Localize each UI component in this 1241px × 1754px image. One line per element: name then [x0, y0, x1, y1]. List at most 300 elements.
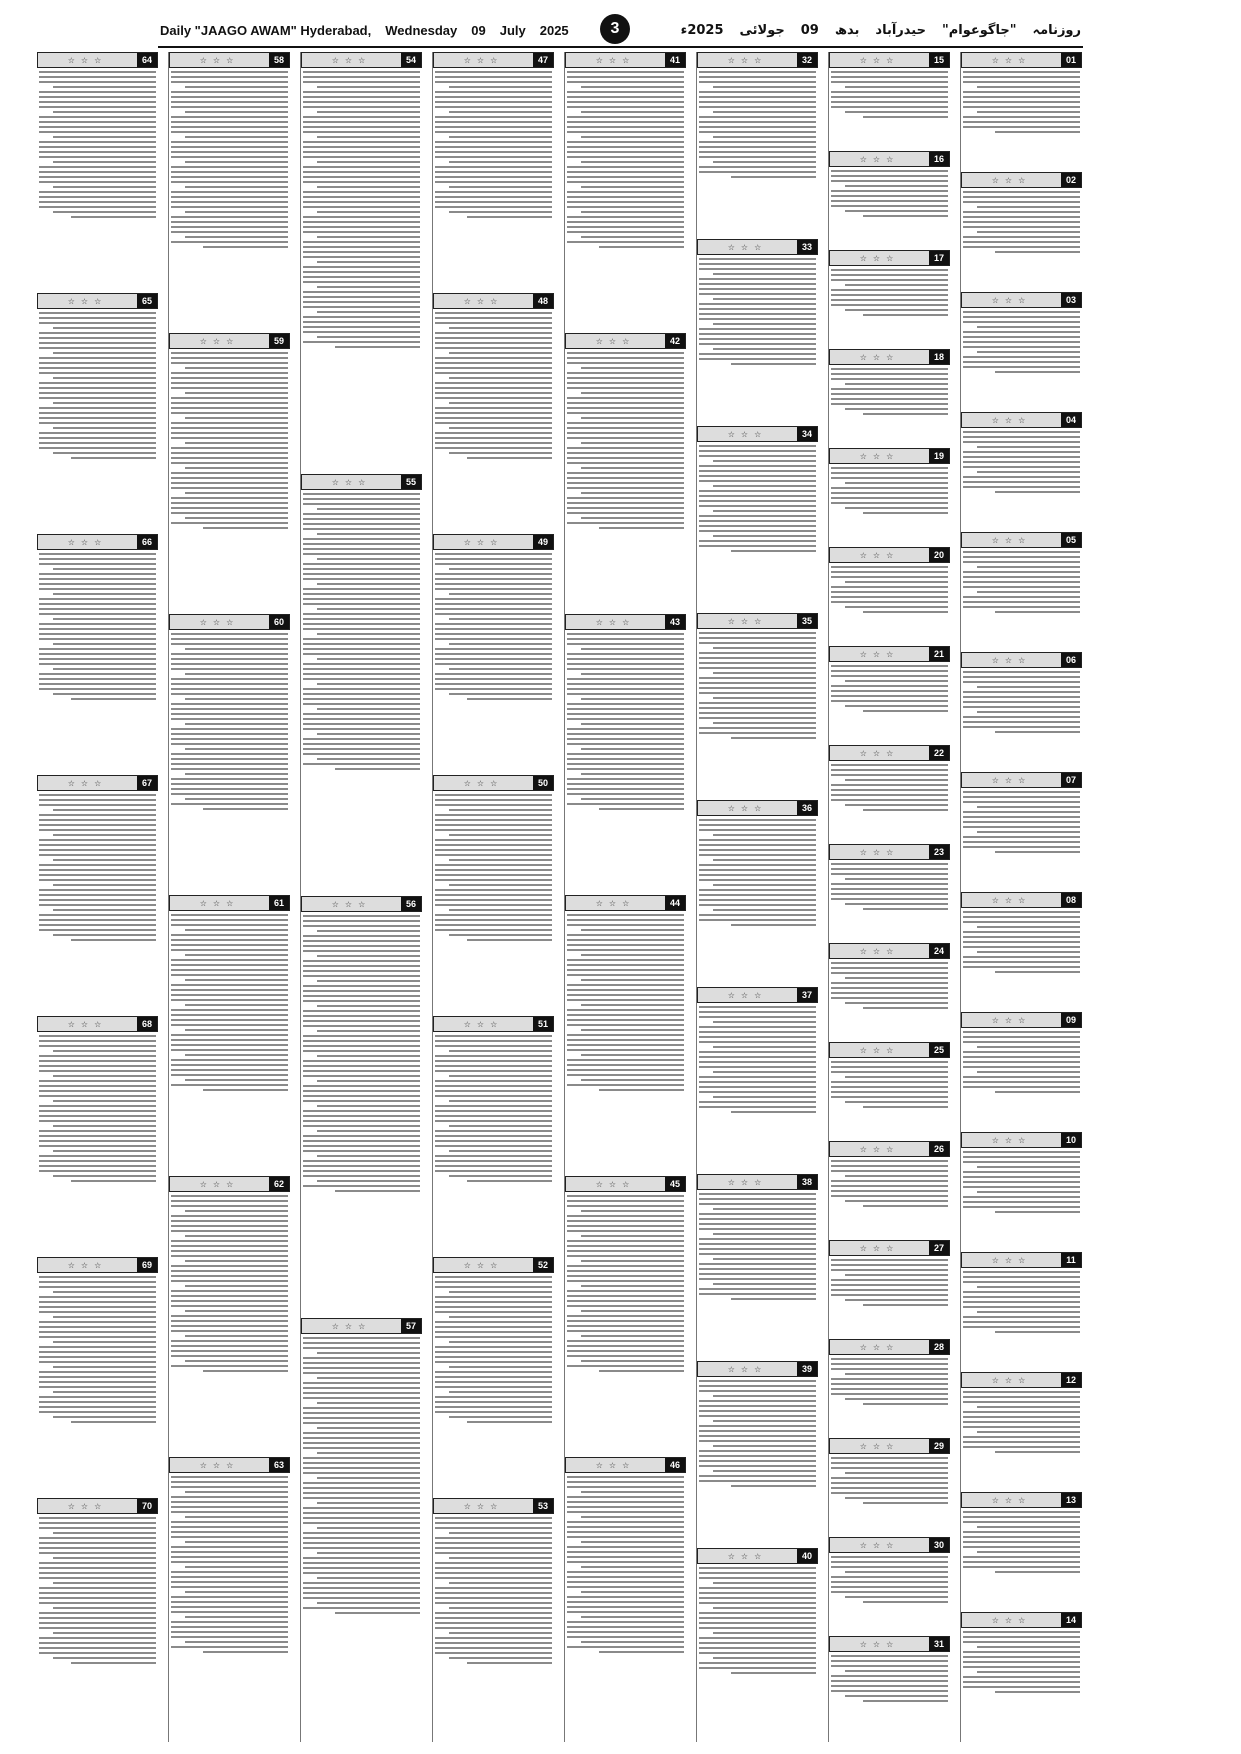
text-line: [977, 326, 1080, 328]
text-line: [963, 966, 1080, 968]
text-line: [171, 176, 288, 178]
text-line: [699, 844, 816, 846]
text-line: [449, 1291, 552, 1293]
text-line: [317, 1080, 420, 1082]
text-line: [303, 146, 420, 148]
text-line: [995, 971, 1080, 973]
text-line: [699, 1415, 816, 1417]
text-line: [963, 1051, 1080, 1053]
text-line: [831, 690, 948, 692]
text-line: [567, 643, 684, 645]
text-line: [963, 801, 1080, 803]
news-item: [433, 1016, 554, 1249]
text-line: [435, 1286, 552, 1288]
text-line: [567, 718, 684, 720]
text-line: [39, 432, 156, 434]
text-line: [699, 126, 816, 128]
text-line: [567, 171, 684, 173]
text-line: [731, 1111, 816, 1113]
text-line: [171, 1034, 288, 1036]
text-line: [831, 586, 948, 588]
text-line: [567, 352, 684, 354]
text-line: [185, 86, 288, 88]
text-line: [303, 1045, 420, 1047]
text-line: [435, 874, 552, 876]
news-item-number: 19: [929, 449, 949, 463]
text-line: [713, 1258, 816, 1260]
star-divider-icon: ☆☆☆: [991, 775, 1032, 785]
star-divider-icon: ☆☆☆: [727, 1364, 768, 1374]
text-line: [435, 814, 552, 816]
text-line: [977, 446, 1080, 448]
text-line: [699, 1253, 816, 1255]
text-line: [977, 591, 1080, 593]
text-line: [831, 1195, 948, 1197]
text-line: [53, 427, 156, 429]
text-line: [171, 718, 288, 720]
news-item-header: [829, 1438, 950, 1454]
text-line: [303, 1492, 420, 1494]
text-line: [171, 1220, 288, 1222]
text-line: [39, 121, 156, 123]
star-divider-icon: ☆☆☆: [727, 1551, 768, 1561]
text-line: [435, 1060, 552, 1062]
text-line: [435, 929, 552, 931]
text-line: [845, 680, 948, 682]
text-line: [317, 1130, 420, 1132]
text-line: [171, 101, 288, 103]
text-line: [53, 809, 156, 811]
text-line: [581, 161, 684, 163]
text-line: [53, 1150, 156, 1152]
text-line: [581, 1054, 684, 1056]
text-line: [435, 829, 552, 831]
text-line: [317, 683, 420, 685]
text-line: [435, 1160, 552, 1162]
text-line: [303, 738, 420, 740]
text-line: [831, 1561, 948, 1563]
text-line: [435, 914, 552, 916]
text-line: [567, 452, 684, 454]
text-line: [435, 317, 552, 319]
text-line: [567, 81, 684, 83]
text-line: [963, 481, 1080, 483]
text-line: [171, 693, 288, 695]
text-line: [303, 975, 420, 977]
text-line: [699, 849, 816, 851]
text-line: [303, 743, 420, 745]
text-line: [963, 101, 1080, 103]
text-line: [831, 1071, 948, 1073]
text-line: [567, 206, 684, 208]
text-line: [699, 318, 816, 320]
text-line: [831, 1294, 948, 1296]
text-line: [435, 1145, 552, 1147]
text-line: [39, 869, 156, 871]
text-line: [39, 1647, 156, 1649]
news-item-header: [829, 52, 950, 68]
text-line: [171, 131, 288, 133]
text-line: [39, 899, 156, 901]
text-line: [963, 1161, 1080, 1163]
text-line: [831, 1388, 948, 1390]
text-line: [599, 1370, 684, 1372]
text-line: [567, 156, 684, 158]
news-item-header: [961, 1132, 1082, 1148]
text-line: [317, 136, 420, 138]
text-line: [845, 581, 948, 583]
text-line: [317, 1155, 420, 1157]
text-line: [963, 1521, 1080, 1523]
text-line: [567, 1295, 684, 1297]
text-line: [449, 809, 552, 811]
text-line: [171, 1511, 288, 1513]
text-line: [435, 342, 552, 344]
text-line: [53, 186, 156, 188]
urdu-city: حیدرآباد: [875, 22, 926, 38]
news-item: [565, 614, 686, 887]
text-line: [435, 106, 552, 108]
text-line: [977, 711, 1080, 713]
text-line: [831, 1393, 948, 1395]
text-line: [185, 698, 288, 700]
text-line: [831, 1091, 948, 1093]
text-line: [435, 1326, 552, 1328]
masthead-english: [160, 23, 569, 38]
text-line: [435, 126, 552, 128]
text-line: [567, 703, 684, 705]
text-line: [467, 698, 552, 700]
text-line: [39, 914, 156, 916]
text-line: [567, 146, 684, 148]
text-line: [303, 1085, 420, 1087]
text-line: [303, 1362, 420, 1364]
star-divider-icon: ☆☆☆: [991, 535, 1032, 545]
text-line: [435, 1311, 552, 1313]
news-item-header: [37, 52, 158, 68]
text-line: [567, 1230, 684, 1232]
text-line: [713, 859, 816, 861]
text-line: [39, 1396, 156, 1398]
text-line: [435, 407, 552, 409]
text-line: [39, 126, 156, 128]
text-line: [831, 81, 948, 83]
text-line: [963, 346, 1080, 348]
news-item-number: 33: [797, 240, 817, 254]
text-line: [303, 1357, 420, 1359]
text-line: [171, 1044, 288, 1046]
text-line: [435, 76, 552, 78]
star-divider-icon: ☆☆☆: [463, 537, 504, 547]
text-line: [303, 498, 420, 500]
text-line: [303, 543, 420, 545]
text-line: [303, 1135, 420, 1137]
text-line: [171, 1340, 288, 1342]
text-line: [303, 1035, 420, 1037]
text-line: [39, 1542, 156, 1544]
text-line: [699, 263, 816, 265]
news-item-number: 40: [797, 1549, 817, 1563]
text-line: [171, 1561, 288, 1563]
text-line: [699, 525, 816, 527]
text-line: [39, 1652, 156, 1654]
text-line: [831, 576, 948, 578]
text-line: [963, 1441, 1080, 1443]
text-line: [303, 995, 420, 997]
text-line: [963, 1426, 1080, 1428]
text-line: [171, 778, 288, 780]
text-line: [995, 731, 1080, 733]
text-line: [435, 1522, 552, 1524]
text-line: [963, 126, 1080, 128]
text-line: [567, 959, 684, 961]
text-line: [699, 1106, 816, 1108]
text-line: [435, 91, 552, 93]
text-line: [317, 980, 420, 982]
text-line: [963, 1391, 1080, 1393]
text-line: [39, 312, 156, 314]
text-line: [713, 1233, 816, 1235]
text-line: [435, 362, 552, 364]
text-line: [171, 1049, 288, 1051]
text-line: [567, 1074, 684, 1076]
text-line: [713, 111, 816, 113]
text-line: [699, 1031, 816, 1033]
text-line: [53, 934, 156, 936]
text-line: [303, 1422, 420, 1424]
text-line: [449, 1557, 552, 1559]
text-line: [171, 156, 288, 158]
text-line: [599, 1089, 684, 1091]
news-item: [301, 474, 422, 888]
text-line: [581, 1210, 684, 1212]
urdu-year: 2025ء: [680, 22, 724, 38]
text-line: [567, 1205, 684, 1207]
text-line: [581, 1079, 684, 1081]
text-line: [303, 341, 420, 343]
news-item: [961, 772, 1082, 884]
text-line: [713, 86, 816, 88]
text-line: [567, 1280, 684, 1282]
text-line: [699, 106, 816, 108]
text-line: [699, 1036, 816, 1038]
text-line: [39, 1165, 156, 1167]
text-line: [567, 1290, 684, 1292]
text-line: [71, 216, 156, 218]
text-line: [53, 1582, 156, 1584]
text-line: [171, 743, 288, 745]
text-line: [713, 510, 816, 512]
text-line: [567, 1195, 684, 1197]
text-line: [303, 990, 420, 992]
text-line: [39, 1577, 156, 1579]
text-line: [171, 362, 288, 364]
text-line: [185, 442, 288, 444]
text-line: [963, 1156, 1080, 1158]
star-divider-icon: ☆☆☆: [991, 1015, 1032, 1025]
text-line: [39, 829, 156, 831]
text-line: [831, 299, 948, 301]
text-line: [831, 1665, 948, 1667]
text-line: [435, 578, 552, 580]
text-line: [303, 296, 420, 298]
text-line: [53, 1075, 156, 1077]
text-line: [39, 81, 156, 83]
text-line: [303, 216, 420, 218]
text-line: [171, 738, 288, 740]
text-line: [171, 919, 288, 921]
text-line: [699, 1066, 816, 1068]
text-line: [831, 566, 948, 568]
text-line: [39, 1276, 156, 1278]
text-line: [39, 1326, 156, 1328]
text-line: [831, 200, 948, 202]
text-line: [303, 1442, 420, 1444]
text-line: [435, 1647, 552, 1649]
star-divider-icon: ☆☆☆: [595, 1179, 636, 1189]
news-item-number: 37: [797, 988, 817, 1002]
text-line: [39, 1170, 156, 1172]
text-line: [699, 1425, 816, 1427]
text-line: [831, 571, 948, 573]
text-line: [699, 1627, 816, 1629]
news-item: [829, 745, 950, 836]
text-line: [831, 1165, 948, 1167]
text-line: [449, 1607, 552, 1609]
text-line: [567, 1240, 684, 1242]
text-line: [567, 793, 684, 795]
text-line: [303, 753, 420, 755]
text-line: [567, 131, 684, 133]
news-item-header: [961, 892, 1082, 908]
text-line: [435, 1080, 552, 1082]
text-line: [435, 312, 552, 314]
text-line: [71, 698, 156, 700]
text-line: [963, 1636, 1080, 1638]
text-line: [845, 606, 948, 608]
news-item: [433, 534, 554, 767]
text-line: [303, 221, 420, 223]
text-line: [303, 1412, 420, 1414]
text-line: [699, 712, 816, 714]
text-line: [567, 738, 684, 740]
star-divider-icon: ☆☆☆: [199, 1460, 240, 1470]
news-item-number: 24: [929, 944, 949, 958]
text-line: [39, 1110, 156, 1112]
text-line: [303, 1070, 420, 1072]
text-line: [171, 422, 288, 424]
text-line: [171, 1200, 288, 1202]
text-line: [963, 466, 1080, 468]
text-line: [317, 1402, 420, 1404]
news-item: [37, 52, 158, 285]
text-line: [39, 437, 156, 439]
text-line: [567, 1501, 684, 1503]
news-item: [697, 987, 818, 1166]
text-line: [699, 889, 816, 891]
text-line: [977, 831, 1080, 833]
text-line: [995, 131, 1080, 133]
text-line: [185, 929, 288, 931]
text-line: [171, 96, 288, 98]
text-line: [303, 920, 420, 922]
text-line: [699, 707, 816, 709]
text-line: [303, 266, 420, 268]
text-line: [963, 1066, 1080, 1068]
text-line: [699, 824, 816, 826]
text-line: [567, 1305, 684, 1307]
text-line: [171, 944, 288, 946]
text-line: [39, 1517, 156, 1519]
text-line: [581, 1360, 684, 1362]
text-line: [435, 794, 552, 796]
text-line: [995, 251, 1080, 253]
news-item-header: [433, 52, 554, 68]
text-line: [699, 637, 816, 639]
text-line: [963, 1061, 1080, 1063]
text-line: [831, 76, 948, 78]
text-line: [435, 116, 552, 118]
text-line: [699, 131, 816, 133]
text-line: [699, 1380, 816, 1382]
text-line: [185, 798, 288, 800]
text-line: [39, 1336, 156, 1338]
text-line: [171, 452, 288, 454]
text-line: [699, 632, 816, 634]
text-line: [699, 1016, 816, 1018]
text-line: [713, 460, 816, 462]
text-line: [567, 1476, 684, 1478]
text-line: [831, 1264, 948, 1266]
text-line: [831, 596, 948, 598]
text-line: [831, 373, 948, 375]
text-line: [53, 1391, 156, 1393]
text-line: [39, 558, 156, 560]
news-item-number: 18: [929, 350, 949, 364]
text-line: [863, 1700, 948, 1702]
text-line: [435, 1617, 552, 1619]
text-line: [171, 146, 288, 148]
text-line: [185, 748, 288, 750]
text-line: [567, 1039, 684, 1041]
news-item: [829, 1636, 950, 1727]
text-line: [435, 1331, 552, 1333]
text-line: [303, 1025, 420, 1027]
text-line: [53, 618, 156, 620]
text-line: [39, 563, 156, 565]
text-line: [39, 101, 156, 103]
text-line: [977, 951, 1080, 953]
text-line: [435, 1527, 552, 1529]
text-line: [449, 111, 552, 113]
masthead-year: 2025: [539, 22, 569, 38]
news-item-header: [433, 293, 554, 309]
news-item: [37, 1016, 158, 1249]
text-line: [435, 623, 552, 625]
text-line: [831, 685, 948, 687]
text-line: [699, 1081, 816, 1083]
text-line: [171, 1270, 288, 1272]
text-line: [435, 1055, 552, 1057]
text-line: [303, 276, 420, 278]
text-line: [699, 1465, 816, 1467]
text-line: [845, 903, 948, 905]
text-line: [567, 96, 684, 98]
star-divider-icon: ☆☆☆: [991, 1495, 1032, 1505]
text-line: [53, 377, 156, 379]
text-line: [963, 556, 1080, 558]
text-line: [39, 874, 156, 876]
